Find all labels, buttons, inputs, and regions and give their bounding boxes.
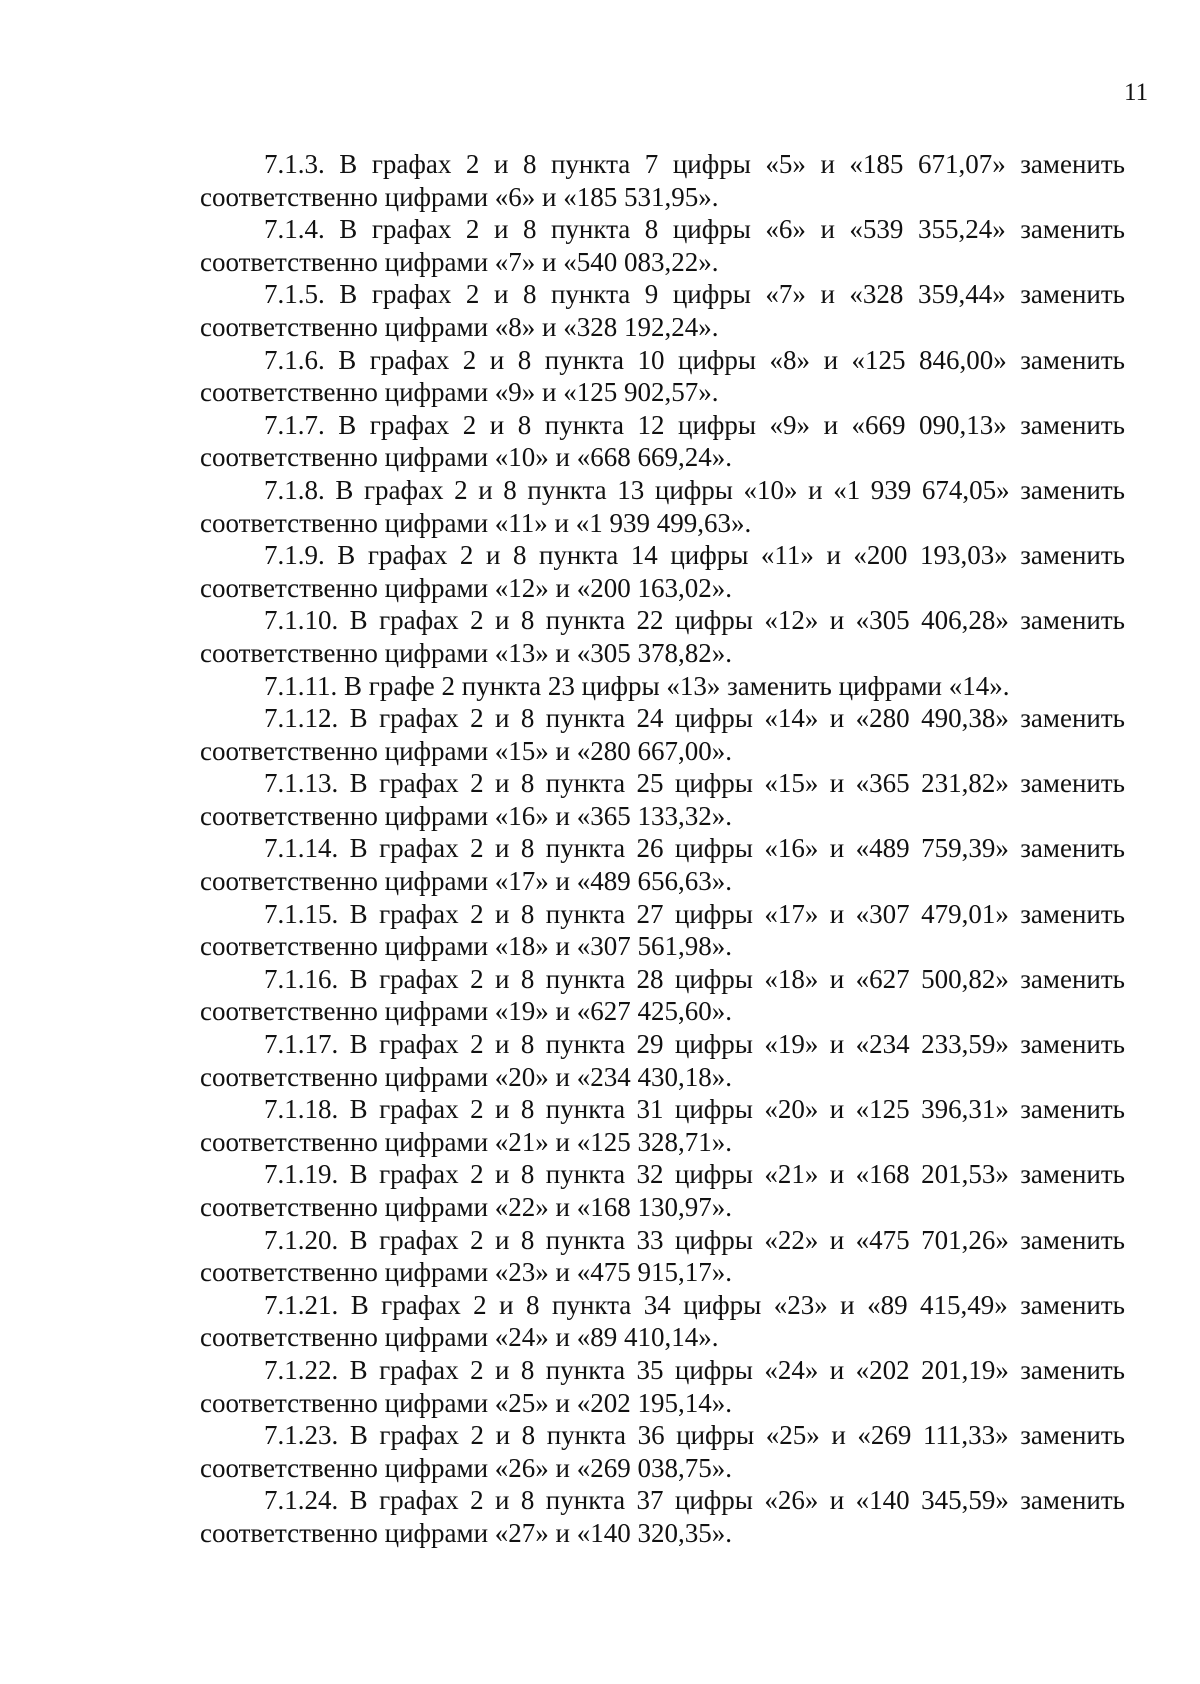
paragraph-7-1-19: 7.1.19. В графах 2 и 8 пункта 32 цифры «21» и «168 201,53» заменить соответственно цифрами «22» и «168 130,97». [200,1159,1125,1222]
paragraph-7-1-8: 7.1.8. В графах 2 и 8 пункта 13 цифры «10» и «1 939 674,05» заменить соответственно цифрами «11» и «1 939 499,63». [200,474,1125,538]
paragraph-7-1-10: 7.1.10. В графах 2 и 8 пункта 22 цифры «12» и «305 406,28» заменить соответственно цифрами «13» и «305 378,82». [200,605,1125,668]
paragraph-7-1-3: 7.1.3. В графах 2 и 8 пункта 7 цифры «5» и «185 671,07» заменить соответственно цифрами «6» и «185 531,95». [200,149,1125,212]
paragraph-7-1-14: 7.1.14. В графах 2 и 8 пункта 26 цифры «16» и «489 759,39» заменить соответственно цифрами «17» и «489 656,63». [200,833,1125,897]
paragraph-7-1-23: 7.1.23. В графах 2 и 8 пункта 36 цифры «25» и «269 111,33» заменить соответственно цифрами «26» и «269 038,75». [200,1420,1125,1483]
paragraph-7-1-9: 7.1.9. В графах 2 и 8 пункта 14 цифры «11» и «200 193,03» заменить соответственно цифрами «12» и «200 163,02». [200,540,1125,603]
paragraph-7-1-24: 7.1.24. В графах 2 и 8 пункта 37 цифры «26» и «140 345,59» заменить соответственно цифрами «27» и «140 320,35». [200,1485,1125,1548]
paragraph-7-1-6: 7.1.6. В графах 2 и 8 пункта 10 цифры «8» и «125 846,00» заменить соответственно цифрами «9» и «125 902,57». [200,344,1125,408]
paragraph-7-1-15: 7.1.15. В графах 2 и 8 пункта 27 цифры «17» и «307 479,01» заменить соответственно цифрами «18» и «307 561,98». [200,898,1125,962]
paragraph-7-1-17: 7.1.17. В графах 2 и 8 пункта 29 цифры «19» и «234 233,59» заменить соответственно цифрами «20» и «234 430,18». [200,1029,1125,1092]
paragraph-7-1-11: 7.1.11. В графе 2 пункта 23 цифры «13» заменить цифрами «14». [264,670,1010,701]
document-body [200,148,1125,1550]
paragraph-7-1-13: 7.1.13. В графах 2 и 8 пункта 25 цифры «15» и «365 231,82» заменить соответственно цифрами «16» и «365 133,32». [200,768,1125,831]
paragraph-7-1-4: 7.1.4. В графах 2 и 8 пункта 8 цифры «6» и «539 355,24» заменить соответственно цифрами «7» и «540 083,22». [200,214,1125,277]
paragraph-7-1-16: 7.1.16. В графах 2 и 8 пункта 28 цифры «18» и «627 500,82» заменить соответственно цифрами «19» и «627 425,60». [200,963,1125,1027]
paragraph-7-1-7: 7.1.7. В графах 2 и 8 пункта 12 цифры «9» и «669 090,13» заменить соответственно цифрами «10» и «668 669,24». [200,409,1125,473]
paragraph-7-1-5: 7.1.5. В графах 2 и 8 пункта 9 цифры «7» и «328 359,44» заменить соответственно цифрами «8» и «328 192,24». [200,279,1125,342]
paragraph-7-1-12: 7.1.12. В графах 2 и 8 пункта 24 цифры «14» и «280 490,38» заменить соответственно цифрами «15» и «280 667,00». [200,703,1125,766]
page-number: 11 [1124,79,1149,106]
paragraph-7-1-20: 7.1.20. В графах 2 и 8 пункта 33 цифры «22» и «475 701,26» заменить соответственно цифрами «23» и «475 915,17». [200,1224,1125,1288]
paragraph-7-1-22: 7.1.22. В графах 2 и 8 пункта 35 цифры «24» и «202 201,19» заменить соответственно цифрами «25» и «202 195,14». [200,1354,1125,1418]
paragraph-7-1-21: 7.1.21. В графах 2 и 8 пункта 34 цифры «23» и «89 415,49» заменить соответственно цифрами «24» и «89 410,14». [200,1289,1125,1353]
paragraph-7-1-18: 7.1.18. В графах 2 и 8 пункта 31 цифры «20» и «125 396,31» заменить соответственно цифрами «21» и «125 328,71». [200,1094,1125,1157]
